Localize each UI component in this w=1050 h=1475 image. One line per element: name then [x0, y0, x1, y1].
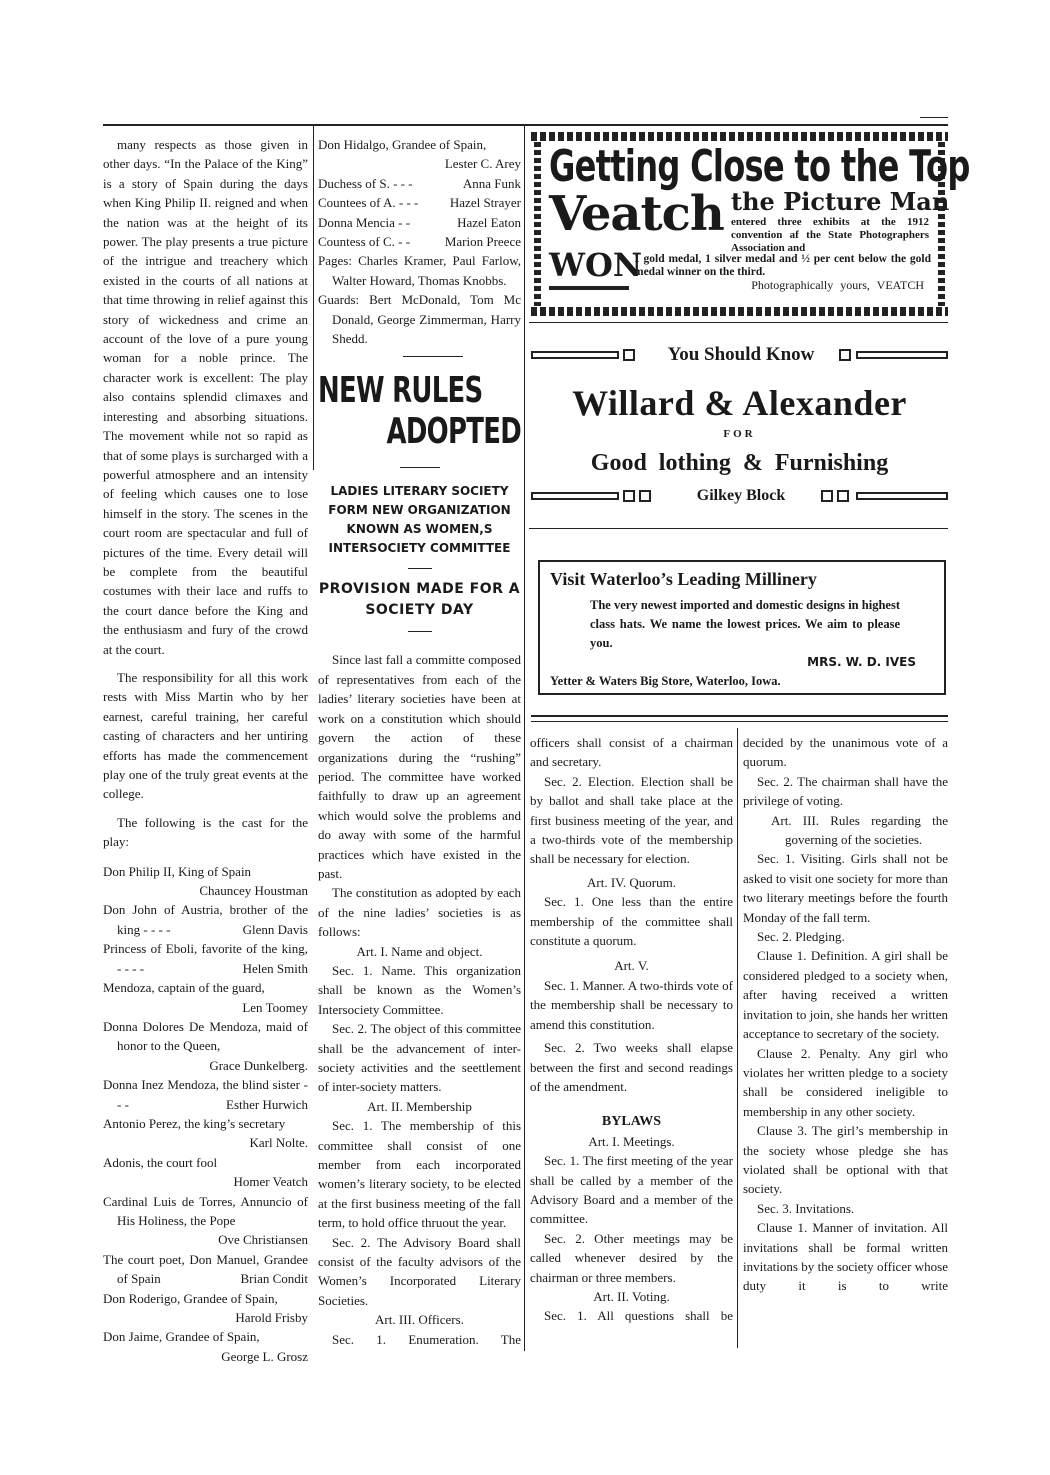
- cast-entry: [103, 1192, 308, 1250]
- responsibility-paragraph: The responsibility for all this work rests with Miss Martin who by her earnest, careful training, her careful casting of characters and her untiring efforts has made the commencement play one of the truly great events at the college.: [103, 669, 308, 802]
- top-rule-right-hairline: [920, 117, 948, 118]
- cast-role: The court poet, Don Manuel, Grandee of Spain: [103, 1251, 308, 1287]
- ad2-for: FOR: [723, 428, 756, 440]
- ad-border-bottom-line: [531, 307, 948, 316]
- bylaws-article-2-heading: Art. II. Voting.: [593, 1288, 670, 1304]
- cast-entry: [103, 978, 308, 1017]
- millinery-address: Yetter & Waters Big Store, Waterloo, Iowa.: [550, 674, 781, 688]
- ad-divider-top: [529, 322, 948, 323]
- headline-new-rules: NEW RULES: [318, 370, 483, 412]
- ad-border-top: [531, 132, 948, 141]
- cast-actor: Brian Condit: [240, 1271, 308, 1287]
- deck-rule-2: [408, 631, 432, 632]
- square-icon: [623, 349, 635, 361]
- cast-role: Countess of C. - -: [318, 234, 411, 250]
- cast-actor: Ove Christiansen: [218, 1232, 308, 1248]
- cast-actor: Anna Funk: [462, 175, 521, 191]
- cast-actor: Karl Nolte.: [249, 1135, 308, 1151]
- article-1-heading: Art. I. Name and object.: [356, 943, 483, 959]
- millinery-title: Visit Waterloo’s Leading Millinery: [550, 569, 817, 589]
- cast-entry: [103, 1327, 308, 1366]
- constitution-intro: The constitution as adopted by each of the nine ladies’ societies is as follows:: [318, 885, 521, 940]
- bylaws-article-1-sec-1: Sec. 1. The first meeting of the year shall be called by a member of the Advisory Board and a member of the committee.: [530, 1153, 733, 1227]
- square-icon: [837, 490, 849, 502]
- cast-role: Countees of A. - - -: [318, 195, 419, 211]
- cast-actor: Grace Dunkelberg.: [209, 1057, 308, 1073]
- cast-entry: [103, 1114, 308, 1153]
- ad-border-left: [534, 142, 541, 306]
- ornament-right-bottom: [856, 492, 948, 500]
- cast-entry: [318, 135, 521, 174]
- square-icon: [639, 490, 651, 502]
- voting-sec-2: Sec. 2. The chairman shall have the privilege of voting.: [743, 773, 948, 809]
- article-2-heading: Art. II. Membership: [367, 1098, 472, 1114]
- pledging-clause-2: Clause 2. Penalty. Any girl who violates her written pledge to a society shall be considered ineligible to membership in any other society.: [743, 1045, 948, 1119]
- cast-actor: Chauncey Houstman: [199, 883, 308, 899]
- invitations-clause-1: Clause 1. Manner of invitation. All invitations shall be formal written invitations by the society officer whose duty it is to write: [743, 1220, 948, 1294]
- cast-role: Donna Inez Mendoza, the blind sister - - -: [103, 1077, 308, 1112]
- top-rule: [103, 124, 948, 126]
- won-underline: [549, 286, 629, 290]
- column-4: [743, 733, 948, 1296]
- cast-entry: [103, 1017, 308, 1075]
- cast-role: Antonio Perez, the king’s secretary: [103, 1115, 286, 1131]
- article-intro-paragraph: Since last fall a committe composed of representatives from each of the ladies’ literary societies have been at work on a constitution which should govern the action of these organizations during the “rushing” period. The committee have worked faithfully to draw up an agreement which would solve the problems and do away with some of the harmful practices which have existed in the past.: [318, 652, 521, 881]
- column-divider-1: [313, 126, 314, 470]
- column-divider-3: [737, 728, 738, 1348]
- cast-role: Don John of Austria, brother of the king - - - -: [103, 902, 308, 937]
- cast-entry: [103, 1289, 308, 1328]
- lower-rule-2: [531, 721, 948, 722]
- pledging-sec-2: Sec. 2. Pledging.: [757, 929, 845, 945]
- article-3-sec-1: Sec. 1. Enumeration. The: [332, 1331, 521, 1347]
- cast-actor: Hazel Strayer: [449, 195, 521, 211]
- ornament-left-top: [531, 351, 619, 359]
- cast-role: Donna Mencia - -: [318, 214, 411, 230]
- cast-actor: Homer Veatch: [233, 1174, 308, 1190]
- cast-list: [103, 862, 308, 1367]
- ornament-right-top: [856, 351, 948, 359]
- cast-role: Don Hidalgo, Grandee of Spain,: [318, 137, 487, 152]
- millinery-signature: MRS. W. D. IVES: [807, 655, 916, 669]
- millinery-ad: [538, 560, 946, 695]
- cast-role: Don Philip II, King of Spain: [103, 863, 252, 879]
- column-3: [530, 733, 733, 1326]
- pledging-clause-3: Clause 3. The girl’s membership in the society whose pledge she has violated shall be optional with that society.: [743, 1123, 948, 1197]
- cast-intro: The following is the cast for the play:: [103, 814, 308, 850]
- cast-role: Don Roderigo, Grandee of Spain,: [103, 1290, 278, 1306]
- veatch-won: WON: [549, 246, 643, 284]
- veatch-ad: [531, 128, 970, 320]
- veatch-name: Veatch: [549, 186, 724, 242]
- bylaws-article-2-sec-1: Sec. 1. All questions shall be: [544, 1308, 733, 1324]
- cast-entry: [318, 232, 521, 251]
- veatch-tagline: the Picture Man: [731, 187, 950, 216]
- cast-entry: [103, 1250, 308, 1289]
- invitations-sec-3: Sec. 3. Invitations.: [757, 1200, 855, 1216]
- bylaws-article-1-sec-2: Sec. 2. Other meetings may be called whenever desired by the chairman or three members.: [530, 1230, 733, 1285]
- veatch-medals-text: 1 gold medal, 1 silver medal and ½ per cent below the gold medal winner on the third.: [634, 253, 931, 278]
- guards-list: Guards: Bert McDonald, Tom Mc Donald, George Zimmerman, Harry Shedd.: [318, 292, 521, 347]
- column-1: [103, 135, 308, 1366]
- article-1-sec-1: Sec. 1. Name. This organization shall be known as the Women’s Intersociety Committee.: [318, 962, 521, 1017]
- cast-entry: [103, 1153, 308, 1192]
- column-2: [318, 135, 521, 1349]
- cast-actor: George L. Grosz: [221, 1348, 308, 1364]
- cast-role: Cardinal Luis de Torres, Annuncio of His Holiness, the Pope: [103, 1193, 308, 1228]
- deck-1: LADIES LITERARY SOCIETY FORM NEW ORGANIZATION KNOWN AS WOMEN,S INTERSOCIETY COMMITTEE: [328, 484, 511, 556]
- headline-adopted: ADOPTED: [386, 411, 521, 453]
- cast-entry: [103, 939, 308, 978]
- headline-rule: [400, 467, 440, 468]
- pledging-clause-1: Clause 1. Definition. A girl shall be considered pledged to a society when, after having received a written invitation to join, she hands her written acceptance to secretary of the society.: [743, 948, 948, 1042]
- play-review-paragraph: many respects as those given in other days. “In the Palace of the King” is a story of Spain during the days when King Philip II. reigned and when the nation was at the height of its power. The play presents a true picture of the intrigue and treachery which existed in the courts of all nations at that time throwing in relief against this story of wickedness and crime an account of the love of a pure young woman for a noble prince. The character work is excellent: The play also contains splendid climaxes and interesting and absorbing situations. The movement while not so rapid as that of some plays is surcharged with a powerful atmosphere and an intensity of feeling which causes one to lose himself in the story. The scenes in the court room are spectacular and full of pictures of the time. Every detail will be complete from the beautiful costumes with their lace and ruffs to the court dance before the King and the enthusiasm and fury of the crowd at the court.: [103, 137, 308, 657]
- ad-divider-bottom: [529, 528, 948, 529]
- cast-role: Adonis, the court fool: [103, 1154, 218, 1170]
- veatch-signature: Photographically yours, VEATCH: [751, 278, 924, 292]
- cast-actor: Marion Preece: [444, 234, 521, 250]
- cast-role: Princess of Eboli, favorite of the king, - - - -: [103, 941, 308, 976]
- article-5-sec-2: Sec. 2. Two weeks shall elapse between the first and second readings of the amendment.: [530, 1040, 733, 1094]
- cast-role: Duchess of S. - - -: [318, 175, 413, 191]
- article-3-sec-2: Sec. 2. Election. Election shall be by ballot and shall take place at the first business meeting of the year, and a two-thirds vote of the membership shall be necessary for election.: [530, 773, 733, 867]
- deck-rule: [408, 568, 432, 569]
- square-icon: [623, 490, 635, 502]
- cast-role: Donna Dolores De Mendoza, maid of honor to the Queen,: [103, 1018, 308, 1054]
- cast-actor: Len Toomey: [242, 999, 308, 1015]
- article-3-heading: Art. III. Officers.: [375, 1312, 464, 1328]
- veatch-exhibits-text: entered three exhibits at the 1912 convention af the State Photographers Association and: [731, 216, 929, 254]
- column-divider-2: [524, 126, 525, 1351]
- cast-entry: [103, 1075, 308, 1114]
- millinery-text: The very newest imported and domestic designs in highest class hats. We name the lowest prices. We aim to please you.: [590, 598, 900, 650]
- cast-actor: Harold Frisby: [235, 1310, 308, 1326]
- section-rule: [403, 356, 463, 357]
- ad2-line: Good lothing & Furnishing: [590, 450, 889, 476]
- cast-role: Mendoza, captain of the guard,: [103, 980, 265, 996]
- cast-entry: [103, 862, 308, 901]
- article-2-sec-1: Sec. 1. The membership of this committee shall consist of one member from each incorporated women’s literary society, to be elected at the first business meeting of the fall term, to hold office thruout the year.: [318, 1118, 521, 1231]
- officers-paragraph: officers shall consist of a chairman and secretary.: [530, 735, 733, 770]
- cast-actor: Lester C. Arey: [444, 156, 521, 172]
- cast-entry: [318, 193, 521, 212]
- square-icon: [839, 349, 851, 361]
- cast-continued: [318, 135, 521, 348]
- pages-list: Pages: Charles Kramer, Paul Farlow, Walter Howard, Thomas Knobbs.: [318, 253, 521, 288]
- ad2-top-text: You Should Know: [667, 344, 815, 365]
- article-1-sec-2: Sec. 2. The object of this committee shall be the advancement of inter-society activities and the seettlement of inter-society matters.: [318, 1021, 521, 1095]
- cast-actor: Esther Hurwich: [226, 1096, 308, 1112]
- ad2-bottom-text: Gilkey Block: [696, 487, 786, 504]
- cast-role: Don Jaime, Grandee of Spain,: [103, 1329, 260, 1345]
- cast-entry: [318, 213, 521, 232]
- bylaws-article-1-heading: Art. I. Meetings.: [588, 1133, 675, 1149]
- bylaws-heading: BYLAWS: [601, 1114, 662, 1130]
- willard-alexander-name: Willard & Alexander: [572, 383, 907, 423]
- lower-rule-1: [531, 715, 948, 717]
- deck-2: PROVISION MADE FOR A SOCIETY DAY: [318, 581, 521, 619]
- cast-actor: Helen Smith: [242, 960, 308, 976]
- square-icon: [821, 490, 833, 502]
- veatch-headline: Getting Close to the Top: [549, 141, 970, 192]
- article-5-sec-1: Sec. 1. Manner. A two-thirds vote of the membership shall be necessary to amend this constitution.: [530, 977, 733, 1032]
- ornament-left-bottom: [531, 492, 619, 500]
- article-5-heading: Art. V.: [614, 958, 649, 974]
- cast-actor: Hazel Eaton: [457, 214, 521, 230]
- article-4-sec-1: Sec. 1. One less than the entire membership of the committee shall constitute a quorum.: [530, 894, 733, 949]
- cast-entry: [318, 174, 521, 193]
- cast-actor: Glenn Davis: [242, 921, 308, 937]
- article-4-heading: Art. IV. Quorum.: [587, 874, 676, 890]
- bylaws-article-3-heading: Art. III. Rules regarding the governing of the societies.: [771, 812, 948, 848]
- voting-paragraph: decided by the unanimous vote of a quorum.: [743, 735, 948, 770]
- willard-alexander-ad: [531, 345, 948, 515]
- visiting-sec-1: Sec. 1. Visiting. Girls shall not be asked to visit one society for more than two literary meetings before the fourth Monday of the fall term.: [743, 851, 948, 925]
- cast-entry: [103, 900, 308, 939]
- article-2-sec-2: Sec. 2. The Advisory Board shall consist of the faculty advisors of the Women’s Incorporated Literary Societies.: [318, 1234, 521, 1308]
